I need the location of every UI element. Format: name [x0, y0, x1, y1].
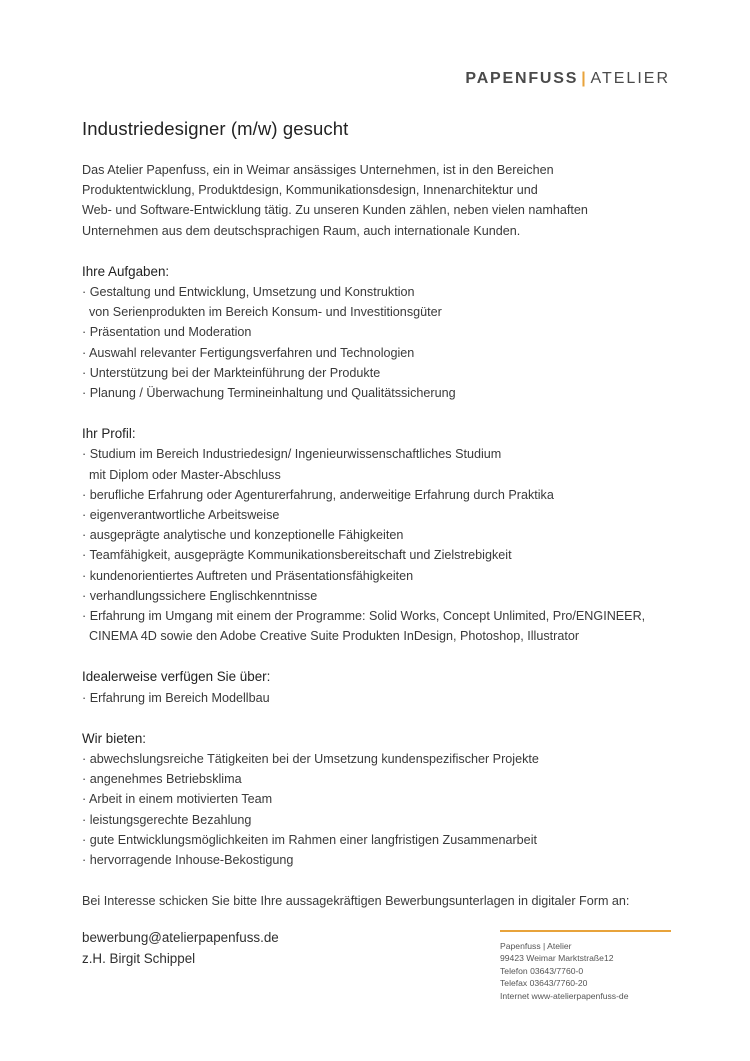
intro-line: Unternehmen aus dem deutschsprachigen Raum, auch internationale Kunden. [82, 223, 521, 238]
logo-wordmark-atelier: ATELIER [590, 70, 670, 87]
aufgaben-list [82, 282, 682, 403]
section-heading: Wir bieten: [82, 730, 146, 746]
section-heading: Ihre Aufgaben: [82, 263, 170, 279]
list-item: · Gestaltung und Entwicklung, Umsetzung und Konstruktion von Serienprodukten im Bereich Konsum- und Investitionsgüter [82, 285, 442, 320]
section-bieten [82, 729, 682, 870]
list-item: · berufliche Erfahrung oder Agenturerfahrung, anderweitige Erfahrung durch Praktika [82, 487, 554, 502]
address-company: Papenfuss | Atelier [500, 941, 572, 951]
list-item: · Erfahrung im Bereich Modellbau [82, 690, 270, 705]
intro-line: Produktentwicklung, Produktdesign, Kommunikationsdesign, Innenarchitektur und [82, 183, 538, 198]
list-item: · kundenorientiertes Auftreten und Präsentationsfähigkeiten [82, 568, 414, 583]
list-item: · Unterstützung bei der Markteinführung der Produkte [82, 365, 381, 380]
list-item: · gute Entwicklungsmöglichkeiten im Rahmen einer langfristigen Zusammenarbeit [82, 832, 537, 847]
address-street: 99423 Weimar Marktstraße12 [500, 953, 614, 964]
list-item: · verhandlungssichere Englischkenntnisse [82, 588, 318, 603]
address-block [500, 930, 671, 1002]
list-item: · eigenverantwortliche Arbeitsweise [82, 508, 280, 523]
list-item: · leistungsgerechte Bezahlung [82, 812, 252, 827]
list-item: · ausgeprägte analytische und konzeptionelle Fähigkeiten [82, 528, 404, 543]
document-body [82, 160, 682, 912]
address-fax: Telefax 03643/7760-20 [500, 978, 588, 989]
ideal-list [82, 688, 682, 708]
contact-email-link[interactable]: bewerbung@atelierpapenfuss.de [82, 930, 279, 945]
contact-block [82, 928, 279, 969]
company-logo [465, 70, 670, 88]
section-heading: Ihr Profil: [82, 426, 136, 442]
closing-text: Bei Interesse schicken Sie bitte Ihre aussagekräftigen Bewerbungsunterlagen in digitaler Form an: [82, 894, 630, 909]
section-aufgaben [82, 262, 682, 403]
list-item: · Erfahrung im Umgang mit einem der Programme: Solid Works, Concept Unlimited, Pro/ENGINEER, CINEMA 4D sowie den Adobe Creative Suite Produkten InDesign, Photoshop, Illustrator [82, 609, 646, 644]
list-item: · abwechslungsreiche Tätigkeiten bei der Umsetzung kundenspezifischer Projekte [82, 752, 539, 767]
contact-person: z.H. Birgit Schippel [82, 950, 196, 966]
intro-line: Web- und Software-Entwicklung tätig. Zu unseren Kunden zählen, neben vielen namhaften [82, 203, 588, 218]
page-title: Industriedesigner (m/w) gesucht [82, 118, 349, 139]
section-heading: Idealerweise verfügen Sie über: [82, 669, 271, 685]
list-item: · Studium im Bereich Industriedesign/ Ingenieurwissenschaftliches Studium mit Diplom oder Master-Abschluss [82, 447, 502, 482]
list-item: · Planung / Überwachung Termineinhaltung und Qualitätssicherung [82, 386, 456, 401]
list-item: · hervorragende Inhouse-Bekostigung [82, 853, 294, 868]
section-profil [82, 424, 682, 646]
address-phone: Telefon 03643/7760-0 [500, 965, 584, 976]
list-item: · Teamfähigkeit, ausgeprägte Kommunikationsbereitschaft und Zielstrebigkeit [82, 548, 512, 563]
address-web: Internet www-atelierpapenfuss-de [500, 990, 629, 1001]
intro-paragraph [82, 160, 682, 241]
bieten-list [82, 749, 682, 870]
list-item: · Präsentation und Moderation [82, 325, 252, 340]
list-item: · angenehmes Betriebsklima [82, 772, 242, 787]
list-item: · Auswahl relevanter Fertigungsverfahren und Technologien [82, 345, 415, 360]
logo-wordmark-papenfuss: PAPENFUSS [465, 70, 579, 87]
logo-separator: | [581, 70, 588, 87]
section-ideal [82, 667, 682, 707]
profil-list [82, 444, 682, 646]
intro-line: Das Atelier Papenfuss, ein in Weimar ansässiges Unternehmen, ist in den Bereichen [82, 163, 554, 177]
list-item: · Arbeit in einem motivierten Team [82, 792, 273, 807]
